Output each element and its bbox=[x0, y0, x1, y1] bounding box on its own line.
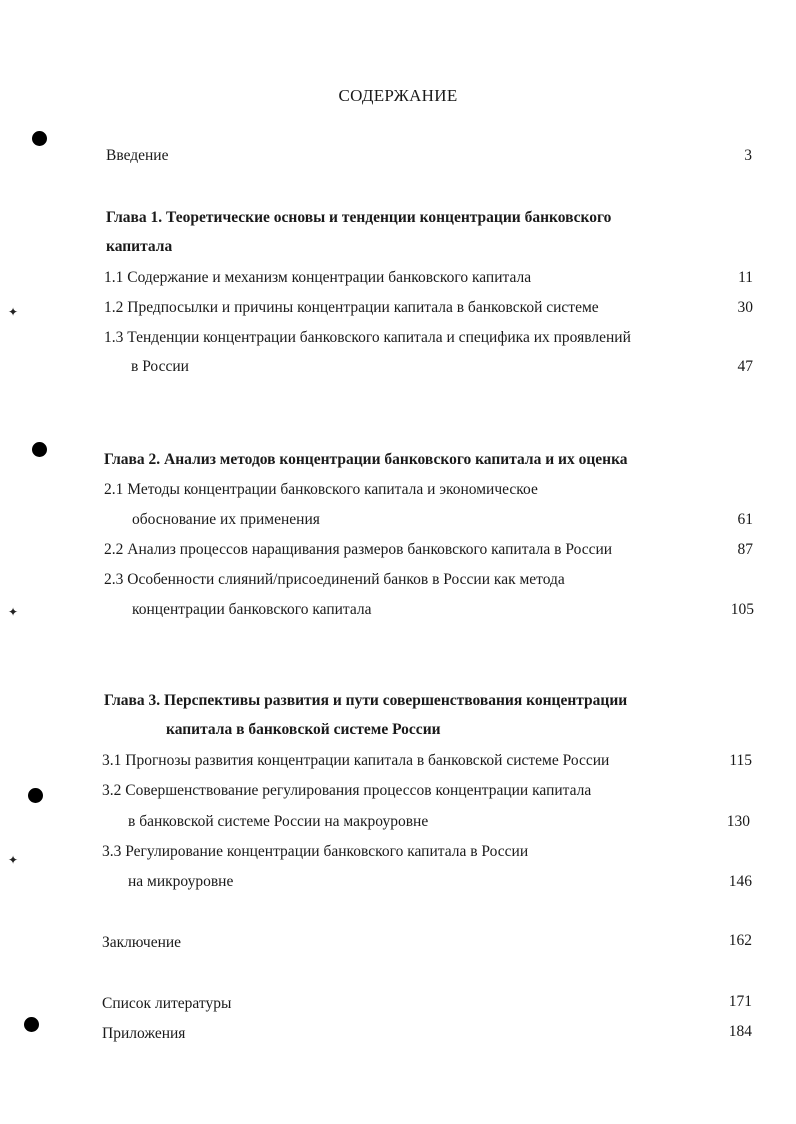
toc-conclusion-label: Заключение bbox=[102, 934, 182, 951]
toc-2-3-label: 2.3 Особенности слияний/присоединений банков в России как метода bbox=[104, 571, 565, 588]
punch-hole bbox=[28, 788, 43, 803]
toc-conclusion-page: 162 bbox=[728, 932, 752, 949]
punch-hole bbox=[32, 131, 47, 146]
toc-intro-page: 3 bbox=[744, 147, 752, 164]
toc-2-2-label: 2.2 Анализ процессов наращивания размеров банковского капитала в России bbox=[104, 541, 613, 558]
toc-bibliography-label: Список литературы bbox=[102, 995, 232, 1012]
toc-3-2-label-cont: в банковской системе России на макроуровне bbox=[128, 813, 429, 830]
scan-speck: ✦ bbox=[8, 305, 19, 319]
toc-3-1-page: 115 bbox=[729, 752, 752, 769]
scan-speck: ✦ bbox=[8, 853, 19, 867]
toc-1-3-label: 1.3 Тенденции концентрации банковского капитала и специфика их проявлений bbox=[104, 329, 631, 346]
chapter-1-heading-cont: капитала bbox=[106, 238, 173, 255]
toc-2-1-label: 2.1 Методы концентрации банковского капитала и экономическое bbox=[104, 481, 538, 498]
toc-3-3-page: 146 bbox=[728, 873, 752, 890]
toc-3-3-label-cont: на микроуровне bbox=[128, 873, 234, 890]
toc-appendices-label: Приложения bbox=[102, 1025, 186, 1042]
toc-2-1-label-cont: обоснование их применения bbox=[132, 511, 320, 528]
chapter-2-heading: Глава 2. Анализ методов концентрации банковского капитала и их оценка bbox=[104, 451, 628, 468]
chapter-3-heading: Глава 3. Перспективы развития и пути совершенствования концентрации bbox=[104, 692, 628, 709]
toc-2-3-label-cont: концентрации банковского капитала bbox=[132, 601, 372, 618]
toc-1-1-page: 11 bbox=[738, 269, 753, 286]
toc-2-1-page: 61 bbox=[737, 511, 753, 528]
toc-1-2-page: 30 bbox=[737, 299, 753, 316]
toc-1-2-label: 1.2 Предпосылки и причины концентрации капитала в банковской системе bbox=[104, 299, 599, 316]
chapter-1-heading: Глава 1. Теоретические основы и тенденции концентрации банковского bbox=[106, 209, 612, 226]
toc-2-2-page: 87 bbox=[737, 541, 753, 558]
page-title: СОДЕРЖАНИЕ bbox=[338, 86, 458, 105]
toc-3-2-page: 130 bbox=[726, 813, 750, 830]
toc-1-3-page: 47 bbox=[737, 358, 753, 375]
toc-2-3-page: 105 bbox=[730, 601, 754, 618]
scan-speck: ✦ bbox=[8, 605, 19, 619]
toc-3-1-label: 3.1 Прогнозы развития концентрации капитала в банковской системе России bbox=[102, 752, 610, 769]
toc-1-1-label: 1.1 Содержание и механизм концентрации банковского капитала bbox=[104, 269, 532, 286]
toc-3-2-label: 3.2 Совершенствование регулирования процессов концентрации капитала bbox=[102, 782, 592, 799]
toc-appendices-page: 184 bbox=[728, 1023, 752, 1040]
punch-hole bbox=[32, 442, 47, 457]
chapter-3-heading-cont: капитала в банковской системе России bbox=[166, 721, 441, 738]
toc-intro-label: Введение bbox=[106, 147, 169, 164]
toc-1-3-label-cont: в России bbox=[131, 358, 189, 375]
punch-hole bbox=[24, 1017, 39, 1032]
toc-3-3-label: 3.3 Регулирование концентрации банковского капитала в России bbox=[102, 843, 529, 860]
toc-bibliography-page: 171 bbox=[728, 993, 752, 1010]
